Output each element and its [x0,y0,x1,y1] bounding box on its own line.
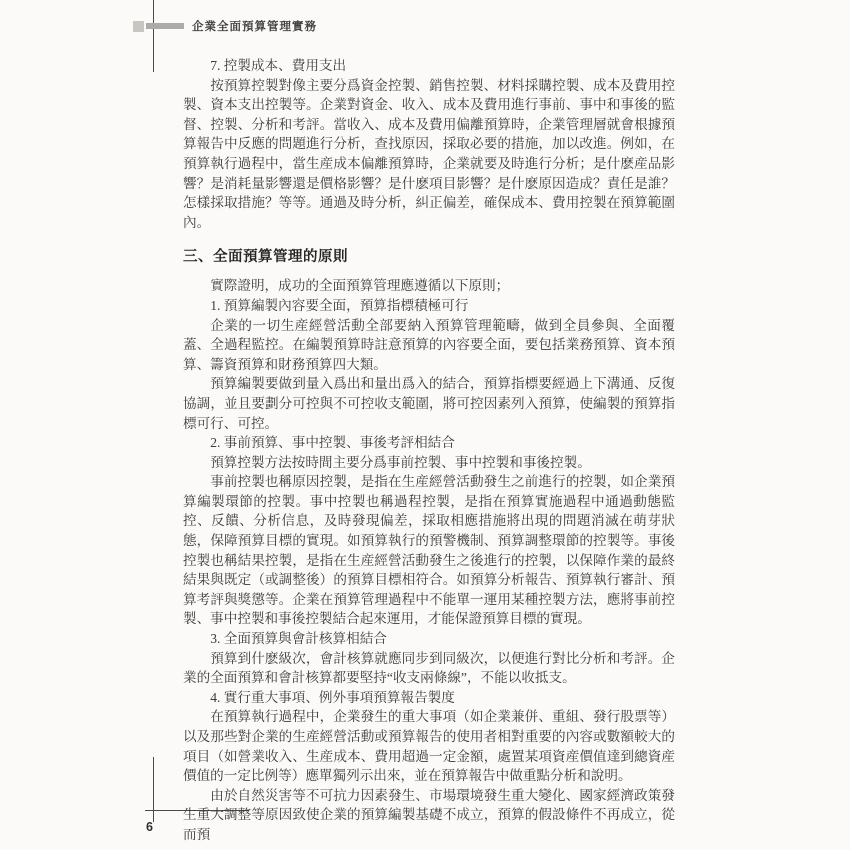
paragraph: 預算控製方法按時間主要分爲事前控製、事中控製和事後控製。 [210,454,591,470]
paragraph: 企業的一切生産經營活動全部要納入預算管理範疇，做到全員參與、全面覆蓋、全過程監控。在編製預算時註意預算的內容要全面，要包括業務預算、資本預算、籌資預算和財務預算四大類。 [183,317,675,372]
paragraph: 實際證明，成功的全面預算管理應遵循以下原則； [210,278,510,294]
page-number: 6 [146,820,153,834]
running-header [133,18,317,34]
section-heading: 三、全面預算管理的原則 [183,249,348,266]
page-body [183,56,675,845]
header-bar-ornament [146,23,184,29]
numbered-heading: 1. 預算編製內容要全面，預算指標積極可行 [210,297,469,313]
crop-mark-bottom-vertical [153,757,154,822]
numbered-heading: 3. 全面預算與會計核算相結合 [210,631,387,647]
paragraph: 由於自然災害等不可抗力因素發生、市場環境發生重大變化、國家經濟政策發生重大調整等原因致使企業的預算編製基礎不成立，預算的假設條件不再成立，從而預 [183,787,675,842]
numbered-heading: 7. 控製成本、費用支出 [210,58,347,73]
numbered-heading: 2. 事前預算、事中控製、事後考評相結合 [210,435,455,451]
paragraph: 按預算控製對像主要分爲資金控製、銷售控製、材料採購控製、成本及費用控製、資本支出控製等。企業對資金、收入、成本及費用進行事前、事中和事後的監督、控製、分析和考評。當收入、成本及費用偏離預算時，企業管理層就會根據預算報告中反應的問題進行分析，查找原因，採取必要的措施，加以改進。例如，在預算執行過程中，當生産成本偏離預算時，企業就要及時進行分析；是什麽産品影響？是消耗量影響還是價格影響？是什麽項目影響？是什麽原因造成？責任是誰？怎樣採取措施？等等。通過及時分析，糾正偏差，確保成本、費用控製在預算範圍內。 [183,77,675,230]
book-title: 企業全面預算管理實務 [192,21,317,33]
header-square-ornament [133,21,144,32]
paragraph: 預算編製要做到量入爲出和量出爲入的結合，預算指標要經過上下溝通、反復協調，並且要劃分可控與不可控收支範圍，將可控因素列入預算，使編製的預算指標可行、可控。 [183,376,675,431]
paragraph: 預算到什麽級次，會計核算就應同步到同級次，以便進行對比分析和考評。企業的全面預算和會計核算都要堅持“收支兩條線”，不能以收抵支。 [183,650,675,686]
crop-mark-top-vertical [153,0,154,72]
paragraph: 事前控製也稱原因控製，是指在生産經營活動發生之前進行的控製，如企業預算編製環節的控製。事中控製也稱過程控製，是指在預算實施過程中通過動態監控、反饋、分析信息，及時發現偏差，採取相應措施將出現的問題消滅在萌芽狀態，保障預算目標的實現。如預算執行的預警機制、預算調整環節的控製等。事後控製也稱結果控製，是指在生産經營活動發生之後進行的控製，以保障作業的最終結果與既定（或調整後）的預算目標相符合。如預算分析報告、預算執行審計、預算考評與獎懲等。企業在預算管理過程中不能單一運用某種控製方法，應將事前控製、事中控製和事後控製結合起來運用，才能保證預算目標的實現。 [183,474,675,627]
numbered-heading: 4. 實行重大事項、例外事項預算報告製度 [210,689,455,705]
paragraph: 在預算執行過程中，企業發生的重大事項（如企業兼併、重組、發行股票等）以及那些對企業的生産經營活動或預算報告的使用者相對重要的內容或數額較大的項目（如營業收入、生産成本、費用超過一定金額，處置某項資産價值達到總資産價值的一定比例等）應單獨列示出來，並在預算報告中做重點分析和說明。 [183,709,675,784]
